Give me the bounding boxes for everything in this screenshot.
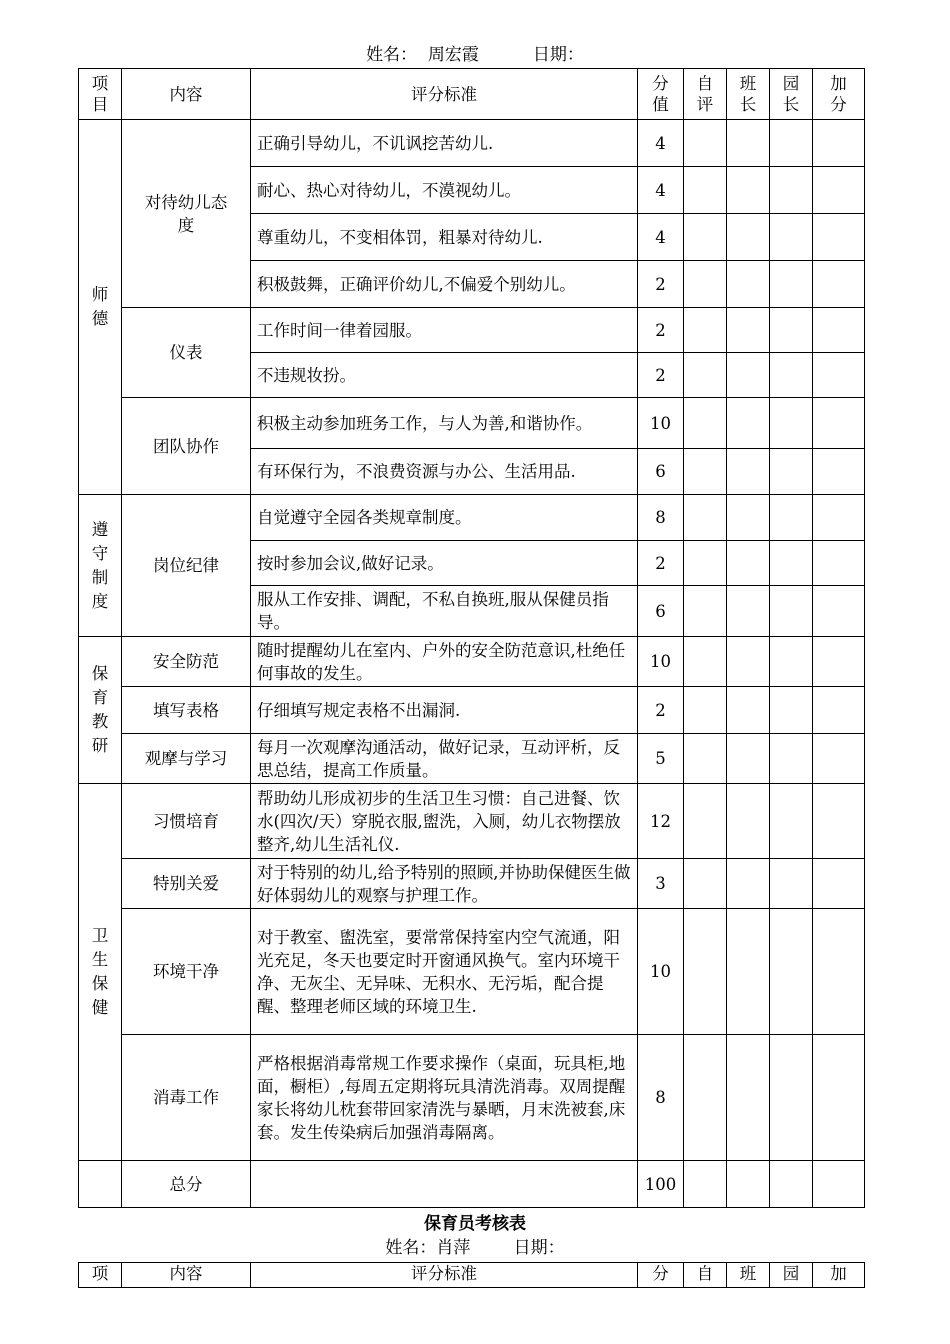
bonus-cell[interactable] <box>813 541 865 586</box>
principal-score-cell[interactable] <box>770 586 813 637</box>
self-score-cell[interactable] <box>684 261 727 308</box>
page2-table <box>78 1262 865 1288</box>
scoring-standard: 严格根据消毒常规工作要求操作（桌面，玩具柜,地面，橱柜）,每周五定期将玩具清洗消毒。双周提醒家长将幼儿枕套带回家清洗与暴晒，月末洗被套,床套。发生传染病后加强消毒隔离。 <box>251 1035 638 1161</box>
principal-score-cell[interactable] <box>770 541 813 586</box>
scoring-standard: 工作时间一律着园服。 <box>251 308 638 353</box>
scoring-standard: 耐心、热心对待幼儿，不漠视幼儿。 <box>251 167 638 214</box>
content-category: 消毒工作 <box>122 1035 251 1161</box>
scoring-standard: 对于特别的幼儿,给予特别的照顾,并协助保健医生做好体弱幼儿的观察与护理工作。 <box>251 859 638 909</box>
score-value: 4 <box>638 120 684 167</box>
scoring-standard: 服从工作安排、调配，不私自换班,服从保健员指导。 <box>251 586 638 637</box>
scoring-standard: 不违规妆扮。 <box>251 353 638 398</box>
class-leader-score-cell[interactable] <box>727 353 770 398</box>
scoring-standard: 自觉遵守全园各类规章制度。 <box>251 495 638 541</box>
score-value: 10 <box>638 637 684 687</box>
bonus-cell[interactable] <box>813 909 865 1035</box>
table-row <box>79 734 865 784</box>
bonus-cell[interactable] <box>813 449 865 495</box>
header-class-leader: 班 长 <box>727 69 770 120</box>
bonus-cell[interactable] <box>813 214 865 261</box>
bonus-cell[interactable] <box>813 398 865 449</box>
scoring-standard: 按时参加会议,做好记录。 <box>251 541 638 586</box>
bonus-cell[interactable] <box>813 734 865 784</box>
header-bonus: 加 分 <box>813 69 865 120</box>
score-value: 2 <box>638 308 684 353</box>
total-row <box>79 1161 865 1208</box>
scoring-standard: 仔细填写规定表格不出漏洞. <box>251 687 638 734</box>
principal-score-cell[interactable] <box>770 734 813 784</box>
content-category: 观摩与学习 <box>122 734 251 784</box>
table-row <box>79 909 865 1035</box>
table-header-row <box>79 69 865 120</box>
scoring-standard: 帮助幼儿形成初步的生活卫生习惯：自己进餐、饮水(四次/天）穿脱衣服,盥洗，入厕，幼儿衣物摆放整齐,幼儿生活礼仪. <box>251 784 638 859</box>
total-class-leader-cell[interactable] <box>727 1161 770 1208</box>
score-value: 10 <box>638 398 684 449</box>
class-leader-score-cell[interactable] <box>727 541 770 586</box>
class-leader-score-cell[interactable] <box>727 449 770 495</box>
self-score-cell[interactable] <box>684 859 727 909</box>
table-row <box>79 859 865 909</box>
scoring-standard: 每月一次观摩沟通活动，做好记录，互动评析，反思总结，提高工作质量。 <box>251 734 638 784</box>
bonus-cell[interactable] <box>813 784 865 859</box>
self-score-cell[interactable] <box>684 1035 727 1161</box>
score-value: 2 <box>638 261 684 308</box>
principal-score-cell[interactable] <box>770 449 813 495</box>
section-label: 师 德 <box>79 120 122 495</box>
principal-score-cell[interactable] <box>770 637 813 687</box>
page2-header-score: 分 <box>638 1263 684 1288</box>
page2-header-bonus: 加 <box>813 1263 865 1288</box>
content-category: 对待幼儿态 度 <box>122 120 251 308</box>
section-label: 卫 生 保 健 <box>79 784 122 1161</box>
scoring-standard: 随时提醒幼儿在室内、户外的安全防范意识,杜绝任何事故的发生。 <box>251 637 638 687</box>
principal-score-cell[interactable] <box>770 398 813 449</box>
bonus-cell[interactable] <box>813 353 865 398</box>
self-score-cell[interactable] <box>684 120 727 167</box>
content-category: 填写表格 <box>122 687 251 734</box>
score-value: 10 <box>638 909 684 1035</box>
bonus-cell[interactable] <box>813 637 865 687</box>
table-row <box>79 495 865 541</box>
bonus-cell[interactable] <box>813 495 865 541</box>
page2-header-standard: 评分标准 <box>251 1263 638 1288</box>
principal-score-cell[interactable] <box>770 859 813 909</box>
class-leader-score-cell[interactable] <box>727 586 770 637</box>
content-category: 习惯培育 <box>122 784 251 859</box>
principal-score-cell[interactable] <box>770 1035 813 1161</box>
bonus-cell[interactable] <box>813 687 865 734</box>
class-leader-score-cell[interactable] <box>727 495 770 541</box>
class-leader-score-cell[interactable] <box>727 167 770 214</box>
self-score-cell[interactable] <box>684 308 727 353</box>
self-score-cell[interactable] <box>684 214 727 261</box>
scoring-standard: 积极鼓舞，正确评价幼儿,不偏爱个别幼儿。 <box>251 261 638 308</box>
page2-header-row <box>79 1263 865 1288</box>
score-value: 8 <box>638 495 684 541</box>
score-value: 4 <box>638 167 684 214</box>
score-value: 6 <box>638 449 684 495</box>
score-value: 2 <box>638 353 684 398</box>
total-standard-blank <box>251 1161 638 1208</box>
score-value: 2 <box>638 541 684 586</box>
principal-score-cell[interactable] <box>770 308 813 353</box>
class-leader-score-cell[interactable] <box>727 308 770 353</box>
class-leader-score-cell[interactable] <box>727 1035 770 1161</box>
assessment-table <box>78 68 865 1208</box>
total-blank <box>79 1161 122 1208</box>
class-leader-score-cell[interactable] <box>727 687 770 734</box>
header-score: 分 值 <box>638 69 684 120</box>
table-row <box>79 1035 865 1161</box>
self-score-cell[interactable] <box>684 541 727 586</box>
bonus-cell[interactable] <box>813 586 865 637</box>
section-label: 保 育 教 研 <box>79 637 122 784</box>
self-score-cell[interactable] <box>684 734 727 784</box>
class-leader-score-cell[interactable] <box>727 214 770 261</box>
total-self-cell[interactable] <box>684 1161 727 1208</box>
content-category: 特别关爱 <box>122 859 251 909</box>
content-category: 岗位纪律 <box>122 495 251 637</box>
section-label: 遵 守 制 度 <box>79 495 122 637</box>
content-category: 安全防范 <box>122 637 251 687</box>
self-score-cell[interactable] <box>684 167 727 214</box>
bonus-cell[interactable] <box>813 859 865 909</box>
principal-score-cell[interactable] <box>770 120 813 167</box>
page2-name-date-line: 姓名：肖萍 日期： <box>385 1238 565 1258</box>
content-category: 环境干净 <box>122 909 251 1035</box>
principal-score-cell[interactable] <box>770 495 813 541</box>
class-leader-score-cell[interactable] <box>727 261 770 308</box>
score-value: 4 <box>638 214 684 261</box>
principal-score-cell[interactable] <box>770 909 813 1035</box>
total-bonus-cell[interactable] <box>813 1161 865 1208</box>
table-row <box>79 120 865 167</box>
header-self: 自 评 <box>684 69 727 120</box>
header-principal: 园 长 <box>770 69 813 120</box>
table-row <box>79 784 865 859</box>
header-standard: 评分标准 <box>251 69 638 120</box>
bonus-cell[interactable] <box>813 1035 865 1161</box>
table-row <box>79 637 865 687</box>
page2-header-item: 项 <box>79 1263 122 1288</box>
class-leader-score-cell[interactable] <box>727 120 770 167</box>
scoring-standard: 对于教室、盥洗室，要常常保持室内空气流通，阳光充足，冬天也要定时开窗通风换气。室内环境干净、无灰尘、无异味、无积水、无污垢，配合提醒、整理老师区域的环境卫生. <box>251 909 638 1035</box>
score-value: 2 <box>638 687 684 734</box>
score-value: 12 <box>638 784 684 859</box>
self-score-cell[interactable] <box>684 637 727 687</box>
class-leader-score-cell[interactable] <box>727 784 770 859</box>
principal-score-cell[interactable] <box>770 214 813 261</box>
self-score-cell[interactable] <box>684 687 727 734</box>
self-score-cell[interactable] <box>684 398 727 449</box>
scoring-standard: 积极主动参加班务工作，与人为善,和谐协作。 <box>251 398 638 449</box>
content-category: 仪表 <box>122 308 251 398</box>
scoring-standard: 有环保行为，不浪费资源与办公、生活用品. <box>251 449 638 495</box>
self-score-cell[interactable] <box>684 909 727 1035</box>
page2-header-principal: 园 <box>770 1263 813 1288</box>
table-row <box>79 687 865 734</box>
score-value: 5 <box>638 734 684 784</box>
page2-header-class-leader: 班 <box>727 1263 770 1288</box>
self-score-cell[interactable] <box>684 784 727 859</box>
total-score: 100 <box>638 1161 684 1208</box>
scoring-standard: 尊重幼儿，不变相体罚，粗暴对待幼儿. <box>251 214 638 261</box>
self-score-cell[interactable] <box>684 586 727 637</box>
self-score-cell[interactable] <box>684 353 727 398</box>
class-leader-score-cell[interactable] <box>727 734 770 784</box>
header-content: 内容 <box>122 69 251 120</box>
class-leader-score-cell[interactable] <box>727 637 770 687</box>
table-row <box>79 308 865 353</box>
page2-title: 保育员考核表 <box>424 1214 526 1234</box>
bonus-cell[interactable] <box>813 261 865 308</box>
bonus-cell[interactable] <box>813 308 865 353</box>
principal-score-cell[interactable] <box>770 261 813 308</box>
scoring-standard: 正确引导幼儿，不讥讽挖苦幼儿. <box>251 120 638 167</box>
total-label: 总分 <box>122 1161 251 1208</box>
table-row <box>79 398 865 449</box>
principal-score-cell[interactable] <box>770 167 813 214</box>
self-score-cell[interactable] <box>684 449 727 495</box>
bonus-cell[interactable] <box>813 120 865 167</box>
header-item: 项 目 <box>79 69 122 120</box>
score-value: 3 <box>638 859 684 909</box>
principal-score-cell[interactable] <box>770 784 813 859</box>
principal-score-cell[interactable] <box>770 353 813 398</box>
principal-score-cell[interactable] <box>770 687 813 734</box>
class-leader-score-cell[interactable] <box>727 859 770 909</box>
class-leader-score-cell[interactable] <box>727 398 770 449</box>
content-category: 团队协作 <box>122 398 251 495</box>
score-value: 6 <box>638 586 684 637</box>
score-value: 8 <box>638 1035 684 1161</box>
bonus-cell[interactable] <box>813 167 865 214</box>
self-score-cell[interactable] <box>684 495 727 541</box>
name-date-line: 姓名： 周宏霞 日期： <box>366 45 584 65</box>
page2-header-self: 自 <box>684 1263 727 1288</box>
class-leader-score-cell[interactable] <box>727 909 770 1035</box>
page2-header-content: 内容 <box>122 1263 251 1288</box>
total-principal-cell[interactable] <box>770 1161 813 1208</box>
